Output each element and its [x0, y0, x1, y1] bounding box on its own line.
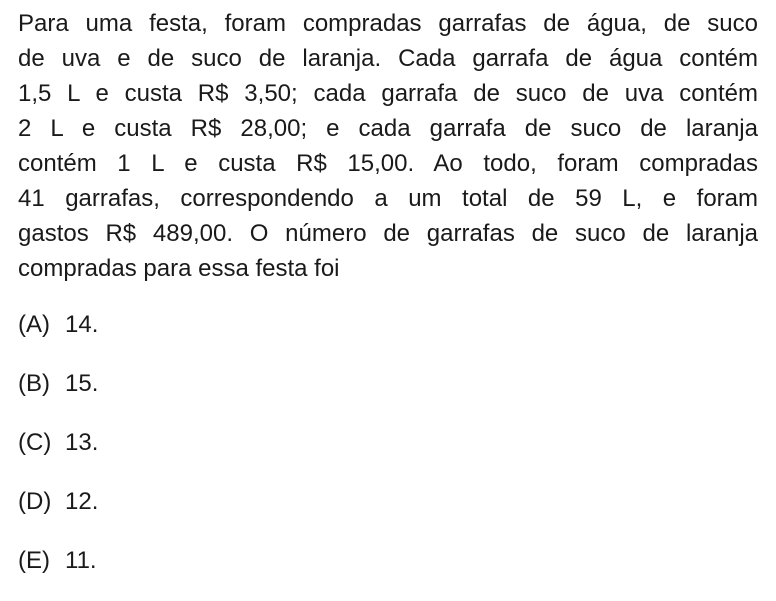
question-line: Para uma festa, foram compradas garrafas de água, de suco [18, 10, 758, 37]
option-letter: (A) [18, 311, 50, 338]
question-line: 1,5 L e custa R$ 3,50; cada garrafa de suco de uva contém [18, 80, 758, 107]
option-letter: (D) [18, 488, 52, 515]
option-value: 13. [65, 429, 99, 456]
option-a[interactable] [18, 306, 98, 365]
option-letter: (B) [18, 370, 50, 397]
question-line: 41 garrafas, correspondendo a um total de 59 L, e foram [18, 185, 758, 212]
option-d[interactable] [18, 483, 98, 542]
question-line: 2 L e custa R$ 28,00; e cada garrafa de suco de laranja [18, 115, 758, 142]
option-value: 14. [65, 311, 99, 338]
option-value: 12. [65, 488, 99, 515]
question-line: gastos R$ 489,00. O número de garrafas de suco de laranja [18, 220, 758, 247]
answer-options [18, 306, 98, 601]
question-text [18, 6, 758, 286]
option-b[interactable] [18, 365, 98, 424]
option-letter: (E) [18, 547, 50, 574]
option-c[interactable] [18, 424, 98, 483]
option-value: 15. [65, 370, 99, 397]
option-value: 11. [65, 547, 97, 574]
question-line: contém 1 L e custa R$ 15,00. Ao todo, foram compradas [18, 150, 758, 177]
option-letter: (C) [18, 429, 52, 456]
option-e[interactable] [18, 542, 98, 601]
question-line: de uva e de suco de laranja. Cada garrafa de água contém [18, 45, 758, 72]
question-line: compradas para essa festa foi [18, 255, 340, 282]
